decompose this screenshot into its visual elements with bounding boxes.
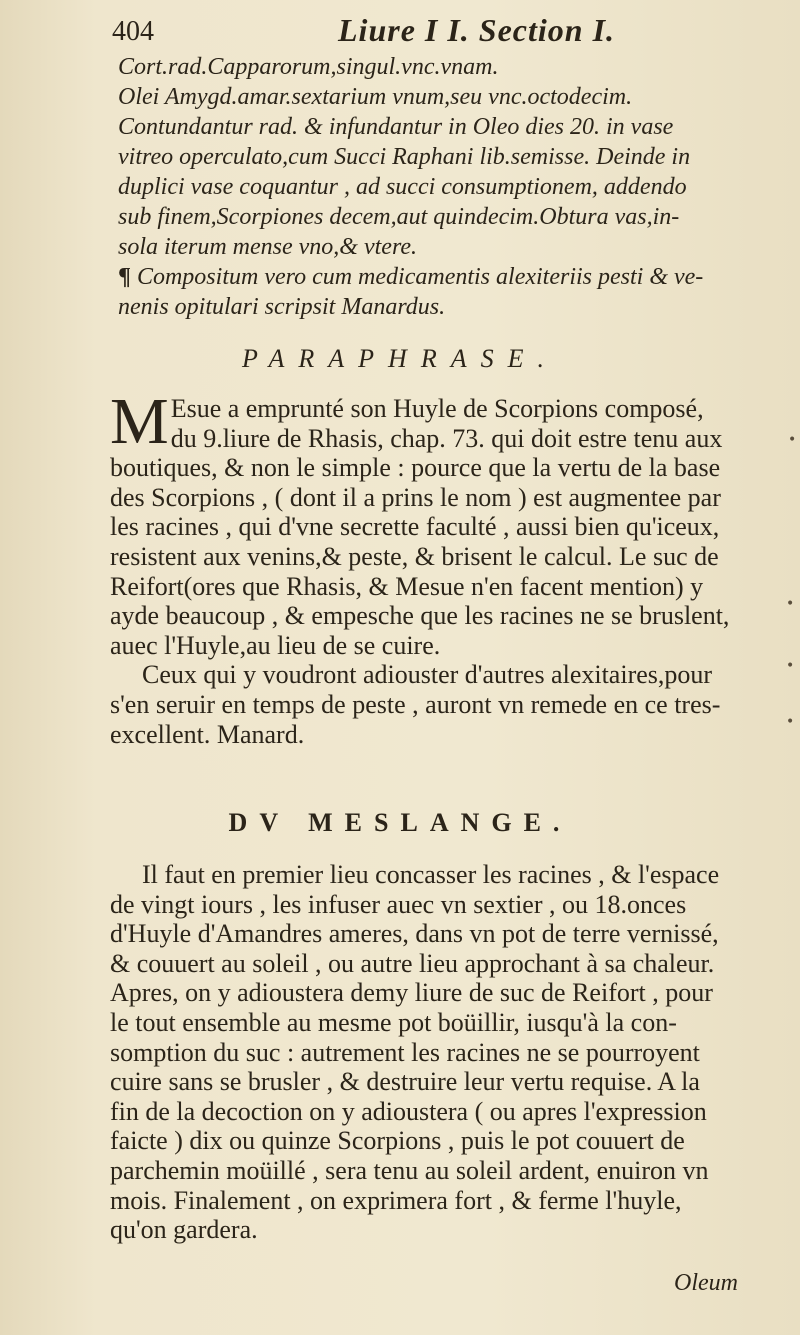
margin-dot: • xyxy=(788,432,797,448)
paraphrase-line: resistent aux venins,& peste, & brisent le calcul. Le suc de xyxy=(110,541,719,571)
running-title: Liure I I. Section I. xyxy=(338,12,616,48)
meslange-line: faicte ) dix ou quinze Scorpions , puis le pot couuert de xyxy=(110,1126,685,1156)
meslange-line: fin de la decoction on y adioustera ( ou apres l'expression xyxy=(110,1096,707,1126)
meslange-line: mois. Finalement , on exprimera fort , & ferme l'huyle, xyxy=(110,1185,682,1215)
meslange-line: le tout ensemble au mesme pot boüillir, iusqu'à la con- xyxy=(110,1007,677,1037)
latin-line: Olei Amygd.amar.sextarium vnum,seu vnc.octodecim. xyxy=(118,84,633,110)
meslange-line: qu'on gardera. xyxy=(110,1215,258,1245)
meslange-line: & couuert au soleil , ou autre lieu approchant à sa chaleur. xyxy=(110,948,715,978)
paraphrase-text xyxy=(110,385,795,749)
latin-line: sola iterum mense vno,& vtere. xyxy=(118,234,418,260)
paraphrase-line: s'en seruir en temps de peste , auront vn remede en ce tres- xyxy=(110,689,721,719)
latin-line: Contundantur rad. & infundantur in Oleo dies 20. in vase xyxy=(118,114,674,140)
margin-dot: • xyxy=(786,658,795,674)
paraphrase-line: excellent. Manard. xyxy=(110,719,305,749)
paraphrase-line: des Scorpions , ( dont il a prins le nom ) est augmentee par xyxy=(110,482,721,512)
meslange-line: cuire sans se brusler , & destruire leur vertu requise. A la xyxy=(110,1067,700,1097)
latin-line: Cort.rad.Capparorum,singul.vnc.vnam. xyxy=(118,54,499,80)
paraphrase-line: Esue a emprunté son Huyle de Scorpions composé, xyxy=(170,394,704,423)
page-number: 404 xyxy=(112,16,154,47)
meslange-heading: DV MESLANGE. xyxy=(228,808,572,837)
drop-cap: M xyxy=(110,385,169,458)
pilcrow-mark: ¶ xyxy=(118,264,131,290)
paraphrase-line: boutiques, & non le simple : pource que la vertu de la base xyxy=(110,453,721,483)
paraphrase-line: Ceux qui y voudront adiouster d'autres alexitaires,pour xyxy=(142,660,713,690)
latin-line: sub finem,Scorpiones decem,aut quindecim.Obtura vas,in- xyxy=(118,204,680,230)
latin-note-text: Compositum vero cum medicamentis alexiteriis pesti & ve- xyxy=(136,264,704,290)
latin-recipe xyxy=(118,52,790,322)
paraphrase-heading: PARAPHRASE. xyxy=(242,344,558,373)
latin-note-line: nenis opitulari scripsit Manardus. xyxy=(118,294,446,320)
latin-line: vitreo operculato,cum Succi Raphani lib.semisse. Deinde in xyxy=(118,144,691,170)
paraphrase-line: ayde beaucoup , & empesche que les racines ne se bruslent, xyxy=(110,601,730,631)
meslange-line: de vingt iours , les infuser auec vn sextier , ou 18.onces xyxy=(110,889,687,919)
page-header xyxy=(112,12,792,56)
paraphrase-line: les racines , qui d'vne secrette faculté , aussi bien qu'iceux, xyxy=(110,512,720,542)
meslange-line: Apres, on y adioustera demy liure de suc de Reifort , pour xyxy=(110,978,713,1008)
catchword: Oleum xyxy=(674,1270,738,1296)
meslange-line: Il faut en premier lieu concasser les racines , & l'espace xyxy=(142,860,720,889)
paraphrase-line: du 9.liure de Rhasis, chap. 73. qui doit estre tenu aux xyxy=(170,423,723,453)
margin-dot: • xyxy=(786,714,795,730)
paraphrase-line: auec l'Huyle,au lieu de se cuire. xyxy=(110,630,441,660)
meslange-text xyxy=(110,860,792,1245)
meslange-line: somption du suc : autrement les racines ne se pourroyent xyxy=(110,1037,700,1067)
latin-line: duplici vase coquantur , ad succi consumptionem, addendo xyxy=(118,174,687,200)
meslange-line: d'Huyle d'Amandres ameres, dans vn pot de terre vernissé, xyxy=(110,919,719,949)
margin-dot: • xyxy=(786,596,795,612)
latin-note-line xyxy=(118,262,790,292)
meslange-line: parchemin moüillé , sera tenu au soleil ardent, enuiron vn xyxy=(110,1155,709,1185)
paraphrase-line: Reifort(ores que Rhasis, & Mesue n'en facent mention) y xyxy=(110,571,704,601)
